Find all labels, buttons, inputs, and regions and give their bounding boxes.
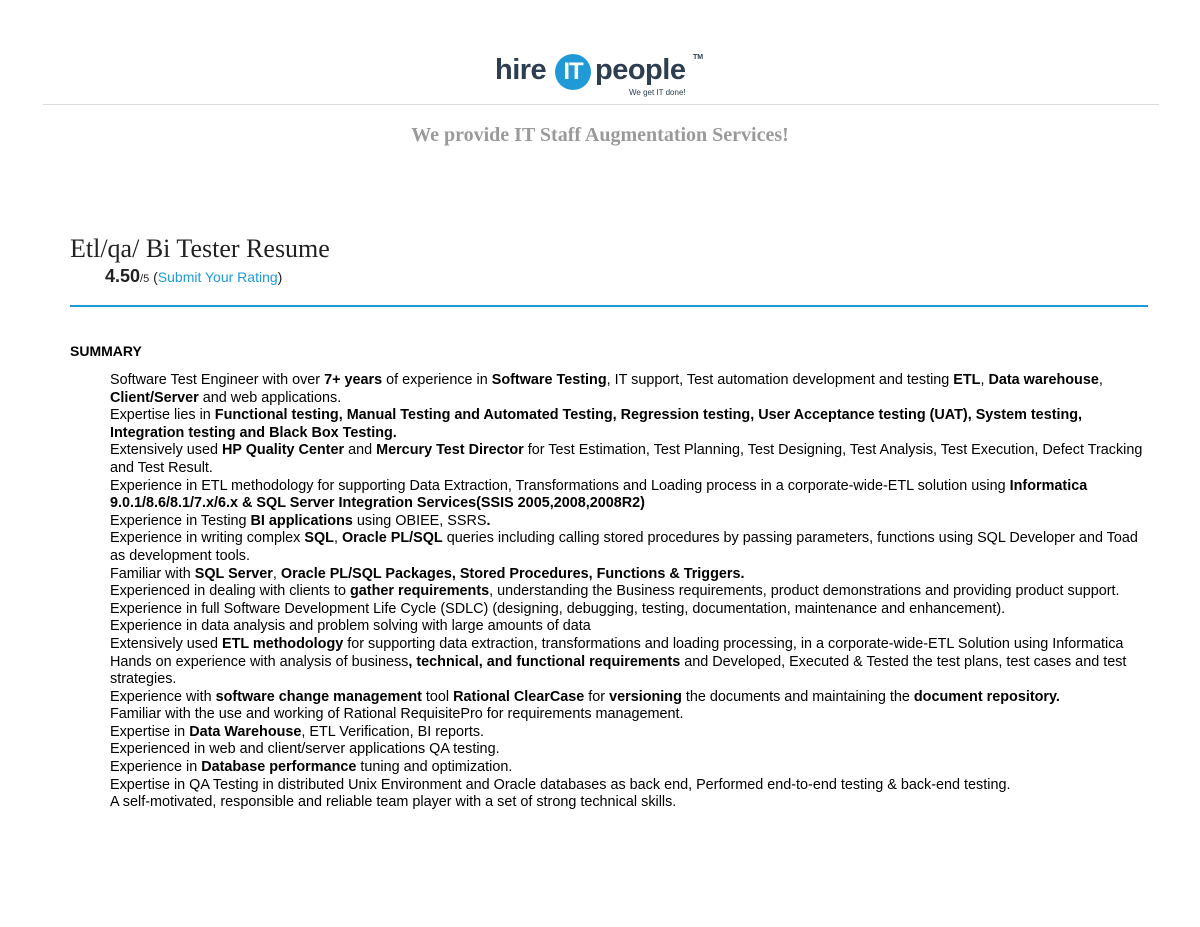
summary-item-text: , understanding the Business requirements, product demonstrations and providing product support.	[489, 583, 1120, 600]
logo-trademark: TM	[693, 54, 704, 61]
summary-item-emphasis: Mercury Test Director	[376, 442, 524, 459]
summary-item-emphasis: Rational ClearCase	[453, 688, 585, 705]
rating-paren-open: (	[149, 269, 158, 285]
rating-block	[105, 266, 282, 287]
summary-item-text: A self-motivated, responsible and reliable team player with a set of strong technical skills.	[110, 794, 677, 811]
summary-item-emphasis: gather requirements	[349, 583, 490, 600]
services-tagline: We provide IT Staff Augmentation Services!	[411, 124, 789, 146]
summary-item	[110, 741, 1150, 759]
summary-item-emphasis: Software Testing	[491, 372, 607, 388]
page-title: Etl/qa/ Bi Tester Resume	[70, 234, 330, 263]
title-divider	[70, 305, 1148, 307]
summary-item-text: Expertise in QA Testing in distributed Unix Environment and Oracle databases as back end, Performed end-to-end testing & back-end testing.	[110, 776, 1011, 793]
summary-item	[110, 777, 1150, 795]
summary-item-text: Familiar with the use and working of Rational RequisitePro for requirements management.	[110, 706, 684, 723]
logo-it-badge-icon: IT	[555, 54, 591, 90]
summary-item	[110, 442, 1150, 477]
header-divider	[43, 104, 1159, 105]
summary-item-text: Familiar with	[110, 565, 195, 582]
summary-item-emphasis: Oracle PL/SQL	[341, 530, 443, 547]
summary-item-emphasis: ETL	[953, 372, 981, 388]
summary-item-text: ,	[980, 372, 989, 388]
summary-item-text: Experience with	[110, 688, 216, 705]
summary-item	[110, 530, 1150, 565]
summary-item	[110, 478, 1150, 513]
summary-item-text: Experienced in web and client/server applications QA testing.	[110, 741, 500, 758]
summary-item-text: and	[344, 442, 377, 459]
summary-item-text: ,	[1098, 372, 1103, 388]
summary-item	[110, 724, 1150, 742]
summary-item-text: for Test Estimation, Test Planning, Test Designing, Test Analysis, Test Execution, Defect Tracking and Test Result.	[110, 442, 1143, 476]
summary-item-text: of experience in	[382, 372, 492, 388]
summary-item-emphasis: Informatica 9.0.1/8.6/8.1/7.x/6.x & SQL Server Integration Services(SSIS 2005,2008,2008R2)	[110, 477, 1088, 512]
summary-item-text: tuning and optimization.	[356, 759, 513, 776]
summary-item-text: Software Test Engineer with over	[110, 372, 325, 388]
summary-item-emphasis: .	[486, 512, 491, 529]
rating-paren-close: )	[277, 269, 283, 285]
summary-item	[110, 794, 1150, 812]
logo-tagline: We get IT done!	[629, 88, 686, 97]
summary-item	[110, 407, 1150, 442]
summary-heading: SUMMARY	[70, 343, 142, 359]
summary-item-emphasis: Oracle PL/SQL Packages, Stored Procedures, Functions & Triggers.	[280, 565, 745, 582]
summary-item-text: Experience in	[110, 759, 202, 776]
summary-item	[110, 618, 1150, 636]
summary-item	[110, 706, 1150, 724]
summary-item	[110, 654, 1150, 689]
summary-item-emphasis: Database performance	[201, 759, 357, 776]
summary-item-text: queries including calling stored procedures by passing parameters, functions using SQL Developer and Toad as development tools.	[110, 530, 1138, 564]
summary-item-text: ,	[333, 530, 342, 547]
summary-item-text: tool	[421, 688, 454, 705]
summary-list	[110, 372, 1150, 812]
summary-item	[110, 372, 1150, 407]
summary-item-text: Experience in writing complex	[110, 530, 305, 547]
summary-item-text: Experience in ETL methodology for supporting Data Extraction, Transformations and Loading process in a corporate-wide-ETL solution using	[110, 477, 1010, 494]
summary-item-text: Experience in Testing	[110, 512, 251, 529]
summary-item-emphasis: HP Quality Center	[221, 442, 345, 459]
summary-item-text: and Developed, Executed & Tested the test plans, test cases and test strategies.	[110, 653, 1127, 688]
summary-item-text: for	[584, 688, 610, 705]
summary-item-text: Experience in data analysis and problem solving with large amounts of data	[110, 618, 591, 635]
summary-item-text: , IT support, Test automation development and testing	[606, 372, 954, 388]
summary-item-text: ,	[272, 565, 281, 582]
summary-item	[110, 583, 1150, 601]
summary-item-text: , ETL Verification, BI reports.	[301, 723, 485, 740]
summary-item-emphasis: 7+ years	[324, 372, 383, 388]
summary-item	[110, 513, 1150, 531]
submit-rating-link[interactable]: Submit Your Rating	[157, 269, 278, 285]
summary-item-emphasis: Data warehouse	[988, 372, 1099, 388]
summary-item-text: Extensively used	[110, 442, 222, 459]
summary-item	[110, 759, 1150, 777]
summary-item-emphasis: BI applications	[250, 512, 353, 529]
summary-item-text: the documents and maintaining the	[681, 688, 914, 705]
hireitpeople-logo[interactable]	[495, 50, 710, 100]
summary-item	[110, 636, 1150, 654]
summary-item-emphasis: Data Warehouse	[189, 723, 302, 740]
summary-item-text: Expertise lies in	[110, 407, 215, 424]
summary-item-emphasis: ETL methodology	[221, 635, 344, 652]
summary-item-emphasis: SQL	[304, 530, 334, 547]
summary-item-text: and web applications.	[198, 389, 342, 406]
summary-item-emphasis: , technical, and functional requirements	[408, 653, 681, 670]
logo-word-people: people	[595, 54, 686, 86]
summary-item-emphasis: Client/Server	[110, 389, 199, 406]
summary-item	[110, 601, 1150, 619]
summary-item-emphasis: SQL Server	[194, 565, 273, 582]
summary-item-emphasis: document repository.	[913, 688, 1060, 705]
summary-item-text: Expertise in	[110, 723, 190, 740]
summary-item-text: Experience in full Software Development Life Cycle (SDLC) (designing, debugging, testing, documentation, maintenance and enhancement).	[110, 600, 1006, 617]
rating-scale: /5	[140, 273, 150, 285]
site-header	[0, 0, 1200, 106]
summary-item-text: Extensively used	[110, 635, 222, 652]
summary-item-text: for supporting data extraction, transformations and loading processing, in a corporate-wide-ETL Solution using Informatica	[343, 635, 1124, 652]
logo-word-hire: hire	[495, 54, 547, 86]
summary-item-text: using OBIEE, SSRS	[352, 512, 487, 529]
summary-item	[110, 689, 1150, 707]
summary-item-emphasis: Functional testing, Manual Testing and Automated Testing, Regression testing, User Acceptance testing (UAT), System testing, Integration testing and Black Box Testing.	[110, 407, 1083, 441]
summary-item	[110, 566, 1150, 584]
summary-item-emphasis: versioning	[609, 688, 682, 705]
summary-item-text: Experienced in dealing with clients to	[110, 583, 350, 600]
rating-value: 4.50	[105, 266, 141, 286]
summary-item-text: Hands on experience with analysis of business	[110, 653, 409, 670]
summary-item-emphasis: software change management	[215, 688, 422, 705]
